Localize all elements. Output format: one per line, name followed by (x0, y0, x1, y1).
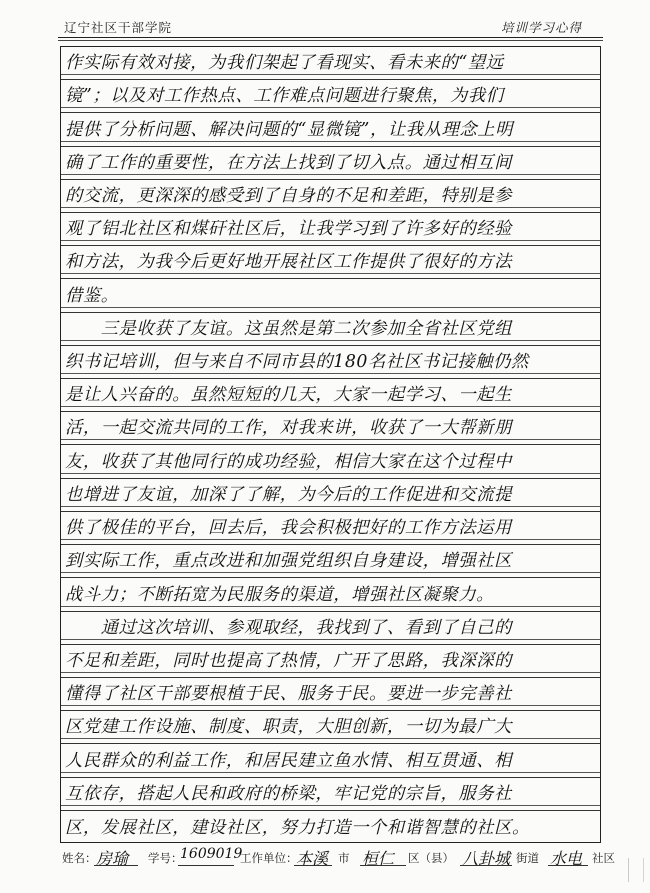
essay-line-text: 互依存，搭起人民和政府的桥梁，牢记党的宗旨，服务社 (65, 783, 513, 804)
city-suffix: 市 (338, 851, 350, 865)
essay-line (61, 711, 600, 744)
writing-grid (60, 46, 601, 843)
binding-margin-mark (628, 858, 644, 882)
essay-line-text: 织书记培训，但与来自不同市县的180名社区书记接触仍然 (65, 352, 529, 373)
district-suffix: 区（县） (408, 851, 454, 865)
student-id-label: 学号： (148, 851, 183, 865)
essay-line (61, 412, 600, 445)
community-value: 水电 (550, 849, 583, 868)
essay-line (61, 279, 600, 312)
essay-line (61, 578, 600, 611)
header-rule (58, 37, 603, 38)
essay-line (61, 80, 600, 113)
document-type-header: 培训学习心得 (500, 20, 582, 35)
essay-line-text: 区，发展社区，建设社区，努力打造一个和谐智慧的社区。 (65, 817, 530, 838)
street-underline (460, 865, 512, 866)
city-value: 本溪 (296, 849, 329, 868)
name-value: 房瑜 (96, 849, 129, 868)
header-rule-thin (58, 40, 603, 41)
essay-line-text: 观了铝北社区和煤矸社区后，让我学习到了许多好的经验 (65, 219, 513, 240)
signature-footer (62, 846, 622, 872)
essay-line (61, 512, 600, 545)
essay-line-text: 懂得了社区干部要根植于民、服务于民。要进一步完善社 (65, 684, 513, 705)
essay-line (61, 246, 600, 279)
student-id-value: 1609019 (180, 846, 243, 862)
name-underline (94, 865, 138, 866)
name-label: 姓名： (62, 851, 97, 865)
essay-line-text: 友，收获了其他同行的成功经验，相信大家在这个过程中 (65, 451, 513, 472)
essay-line-text: 也增进了友谊，加深了了解，为今后的工作促进和交流提 (65, 484, 513, 505)
essay-line (61, 545, 600, 578)
district-value: 桓仁 (362, 849, 395, 868)
essay-line-text: 区党建工作设施、制度、职责，大胆创新，一切为最广大 (65, 717, 513, 738)
essay-line-text: 三是收获了友谊。这虽然是第二次参加全省社区党组 (65, 318, 513, 339)
district-underline (360, 865, 406, 866)
essay-line (61, 479, 600, 512)
essay-line-text: 通过这次培训、参观取经，我找到了、看到了自己的 (65, 617, 513, 638)
essay-line-text: 的交流，更深深的感受到了自身的不足和差距，特别是参 (65, 186, 513, 207)
essay-line-text: 是让人兴奋的。虽然短短的几天，大家一起学习、一起生 (65, 385, 513, 406)
essay-line-text: 不足和差距，同时也提高了热情，广开了思路，我深深的 (65, 650, 513, 671)
essay-line-text: 确了工作的重要性，在方法上找到了切入点。通过相互间 (65, 152, 513, 173)
essay-line (61, 346, 600, 379)
essay-line-text: 借鉴。 (65, 285, 119, 306)
essay-line (61, 811, 600, 844)
essay-line (61, 744, 600, 777)
essay-line-text: 供了极佳的平台，回去后，我会积极把好的工作方法运用 (65, 518, 513, 539)
essay-line-text: 和方法，为我今后更好地开展社区工作提供了很好的方法 (65, 252, 513, 273)
essay-line (61, 645, 600, 678)
essay-line-text: 人民群众的利益工作，和居民建立鱼水情、相互贯通、相 (65, 750, 513, 771)
essay-line (61, 379, 600, 412)
essay-line (61, 612, 600, 645)
essay-line (61, 147, 600, 180)
community-suffix: 社区 (592, 851, 615, 865)
essay-line (61, 678, 600, 711)
essay-line (61, 113, 600, 146)
essay-line (61, 778, 600, 811)
essay-line (61, 47, 600, 80)
essay-line-text: 镜”；以及对工作热点、工作难点问题进行聚焦，为我们 (65, 86, 504, 107)
student-id-underline (178, 865, 234, 866)
essay-line (61, 446, 600, 479)
work-unit-label: 工作单位： (240, 851, 298, 865)
essay-line-text: 提供了分析问题、解决问题的“显微镜”，让我从理念上明 (65, 119, 514, 140)
essay-line (61, 213, 600, 246)
essay-line (61, 313, 600, 346)
essay-line-text: 到实际工作，重点改进和加强党组织自身建设，增强社区 (65, 551, 513, 572)
essay-line-text: 作实际有效对接，为我们架起了看现实、看未来的“望远 (65, 53, 504, 74)
essay-line-text: 活，一起交流共同的工作，对我来讲，收获了一大帮新朋 (65, 418, 513, 439)
institution-header: 辽宁社区干部学院 (64, 20, 173, 35)
community-underline (548, 865, 588, 866)
city-underline (294, 865, 332, 866)
street-value: 八卦城 (462, 849, 511, 868)
essay-line-text: 战斗力；不断拓宽为民服务的渠道，增强社区凝聚力。 (65, 584, 495, 605)
essay-line (61, 180, 600, 213)
street-suffix: 街道 (516, 851, 539, 865)
